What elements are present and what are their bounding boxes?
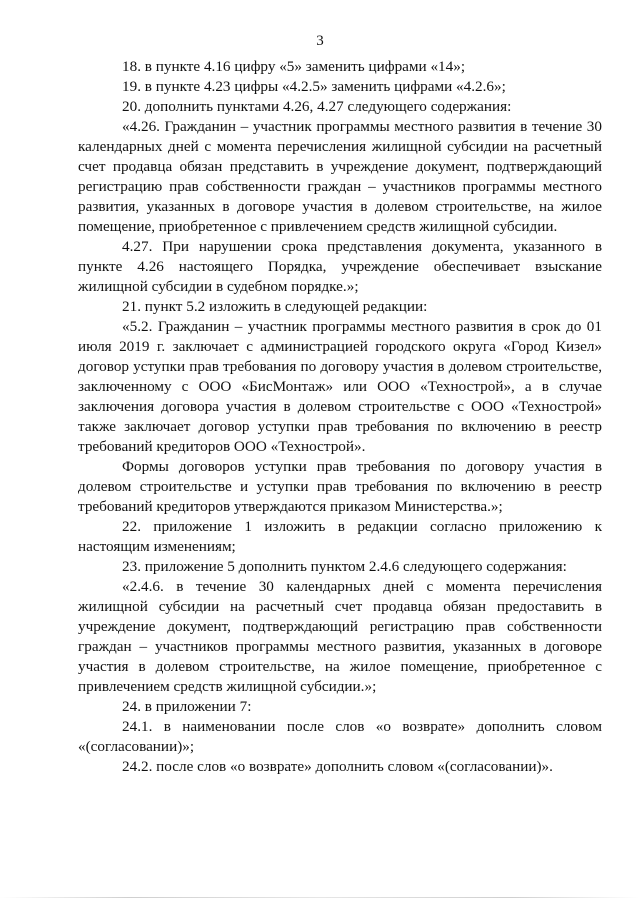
paragraph-item-18: 18. в пункте 4.16 цифру «5» заменить цифрами «14»;: [122, 58, 466, 75]
document-body: [78, 57, 602, 777]
paragraph-item-23: 23. приложение 5 дополнить пунктом 2.4.6 следующего содержания:: [122, 558, 567, 575]
paragraph-item-19: 19. в пункте 4.23 цифры «4.2.5» заменить цифрами «4.2.6»;: [122, 78, 506, 95]
paragraph-clause-4-27: 4.27. При нарушении срока представления документа, указанного в пункте 4.26 настоящего Порядка, учреждение обеспечивает взыскание жилищной субсидии в судебном порядке.»;: [78, 238, 602, 295]
paragraph-item-24-2: 24.2. после слов «о возврате» дополнить словом «(согласовании)».: [122, 758, 553, 775]
page-number: 3: [316, 33, 324, 49]
paragraph-clause-4-26: «4.26. Гражданин – участник программы местного развития в течение 30 календарных дней с момента перечисления жилищной субсидии на расчетный счет продавца обязан представить в учреждение документ, подтверждающий регистрацию прав собственности граждан – участников программы местного развития, указанных в договоре участия в долевом строительстве, на жилое помещение, приобретенное с привлечением средств жилищной субсидии.: [78, 118, 602, 235]
paragraph-contract-forms: Формы договоров уступки прав требования по договору участия в долевом строительстве и уступки прав требования по включению в реестр требований кредиторов утверждаются приказом Министерства.»;: [78, 458, 602, 515]
scan-edge-divider: [0, 897, 640, 898]
paragraph-item-20: 20. дополнить пунктами 4.26, 4.27 следующего содержания:: [122, 98, 512, 115]
paragraph-item-22: 22. приложение 1 изложить в редакции согласно приложению к настоящим изменениям;: [78, 518, 602, 555]
paragraph-item-21: 21. пункт 5.2 изложить в следующей редакции:: [122, 298, 428, 315]
paragraph-clause-5-2: «5.2. Гражданин – участник программы местного развития в срок до 01 июля 2019 г. заключает с администрацией городского округа «Город Кизел» договор уступки прав требования по договору участия в долевом строительстве, заключенному с ООО «БисМонтаж» или ООО «Технострой», а в случае заключения договора участия в долевом строительстве с ООО «Технострой» также заключает договор уступки прав требования по включению в реестр требований кредиторов ООО «Технострой».: [78, 318, 602, 455]
paragraph-item-24: 24. в приложении 7:: [122, 698, 252, 715]
paragraph-clause-2-4-6: «2.4.6. в течение 30 календарных дней с момента перечисления жилищной субсидии на расчетный счет продавца обязан предоставить в учреждение документ, подтверждающий регистрацию прав собственности граждан – участников программы местного развития, указанных в договоре участия в долевом строительстве, на жилое помещение, приобретенное с привлечением средств жилищной субсидии.»;: [78, 578, 602, 695]
paragraph-item-24-1: 24.1. в наименовании после слов «о возврате» дополнить словом «(согласовании)»;: [78, 718, 602, 755]
